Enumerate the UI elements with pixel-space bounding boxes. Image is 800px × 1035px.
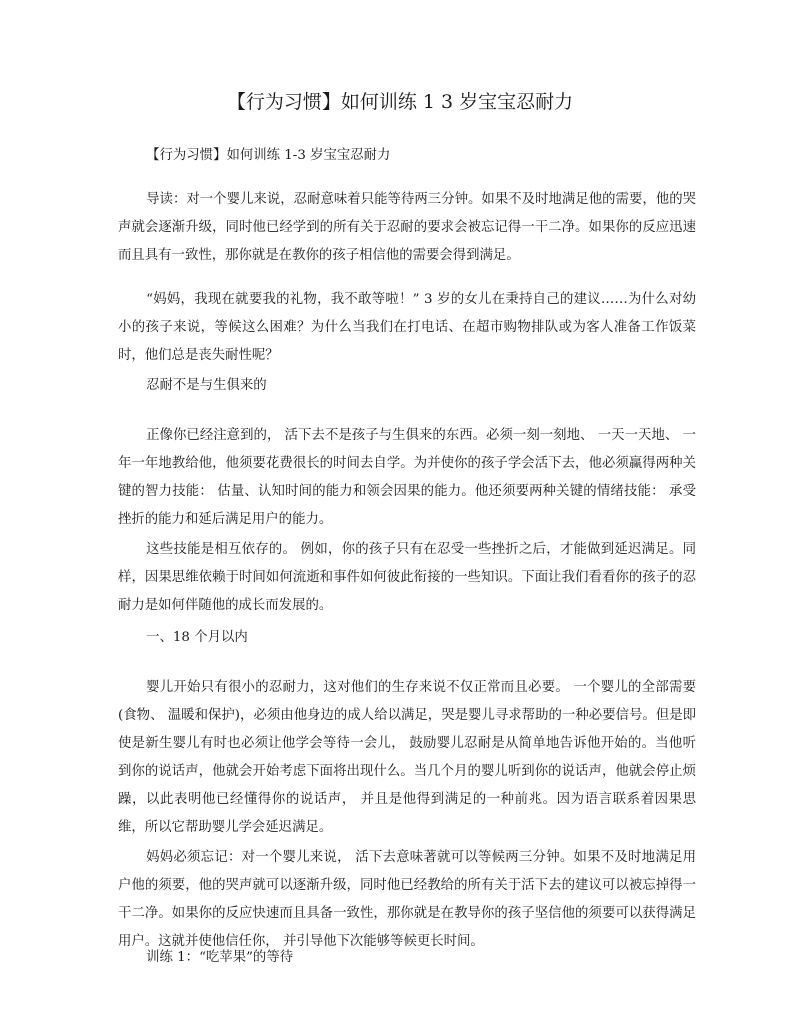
section-heading-training-1: 训练 1：“吃苹果”的等待 xyxy=(146,950,294,965)
document-subtitle: 【行为习惯】如何训练 1-3 岁宝宝忍耐力 xyxy=(146,148,391,163)
document-title: 【行为习惯】如何训练 1 3 岁宝宝忍耐力 xyxy=(226,91,574,113)
paragraph-interdependence: 这些技能是相互依存的。 例如，你的孩子只有在忍受一些挫折之后，才能做到延迟满足。同样，因果思维依赖于时间如何流逝和事件如何彼此衔接的一些知识。下面让我们看看你的孩子的忍耐力是如何伴随他的成长而发展的。 xyxy=(118,542,696,613)
section-heading-patience: 忍耐不是与生俱来的 xyxy=(146,378,267,393)
paragraph-infant: 婴儿开始只有很小的忍耐力，这对他们的生存来说不仅正常而且必要。 一个婴儿的全部需要(食物、 温暖和保护)，必须由他身边的成人给以满足，哭是婴儿寻求帮助的一种必要信号。但是即使是新生婴儿有时也必须让他学会等待一会儿， 鼓励婴儿忍耐是从简单地告诉他开始的。当他听到你的说话声，他就会开始考虑下面将出现什么。当几个月的婴儿听到你的说话声，他就会停止烦躁，以此表明他已经懂得你的说话声， 并且是他得到满足的一种前兆。因为语言联系着因果思维，所以它帮助婴儿学会延迟满足。 xyxy=(118,680,696,835)
paragraph-quote: “妈妈，我现在就要我的礼物，我不敢等啦！” 3 岁的女儿在秉持自己的建议……为什么对幼小的孩子来说，等候这么困难？为什么当我们在打电话、在超市购物排队或为客人准备工作饭菜时，他们总是丧失耐性呢？ xyxy=(118,292,696,363)
paragraph-skills: 正像你已经注意到的， 活下去不是孩子与生俱来的东西。必须一刻一刻地、 一天一天地、 一年一年地教给他，他须要花费很长的时间去自学。为并使你的孩子学会活下去，他必须赢得两种关键的智力技能： 估量、认知时间的能力和领会因果的能力。他还须要两种关键的情绪技能： 承受挫折的能力和延后满足用户的能力。 xyxy=(118,428,696,527)
section-heading-under-18-months: 一、18 个月以内 xyxy=(146,630,248,645)
paragraph-intro: 导读：对一个婴儿来说，忍耐意味着只能等待两三分钟。如果不及时地满足他的需要，他的哭声就会逐渐升级，同时他已经学到的所有关于忍耐的要求会被忘记得一干二净。如果你的反应迅速而且具有一致性，那你就是在教你的孩子相信他的需要会得到满足。 xyxy=(118,192,696,263)
paragraph-mom-reminder: 妈妈必须忘记：对一个婴儿来说， 活下去意味著就可以等候两三分钟。如果不及时地满足用户他的须要，他的哭声就可以逐渐升级，同时他已经教给的所有关于活下去的建议可以被忘掉得一干二净。如果你的反应快速而且具备一致性，那你就是在教导你的孩子坚信他的须要可以获得满足用户。这就并使他信任你， 并引导他下次能够等候更长时间。 xyxy=(118,850,696,949)
